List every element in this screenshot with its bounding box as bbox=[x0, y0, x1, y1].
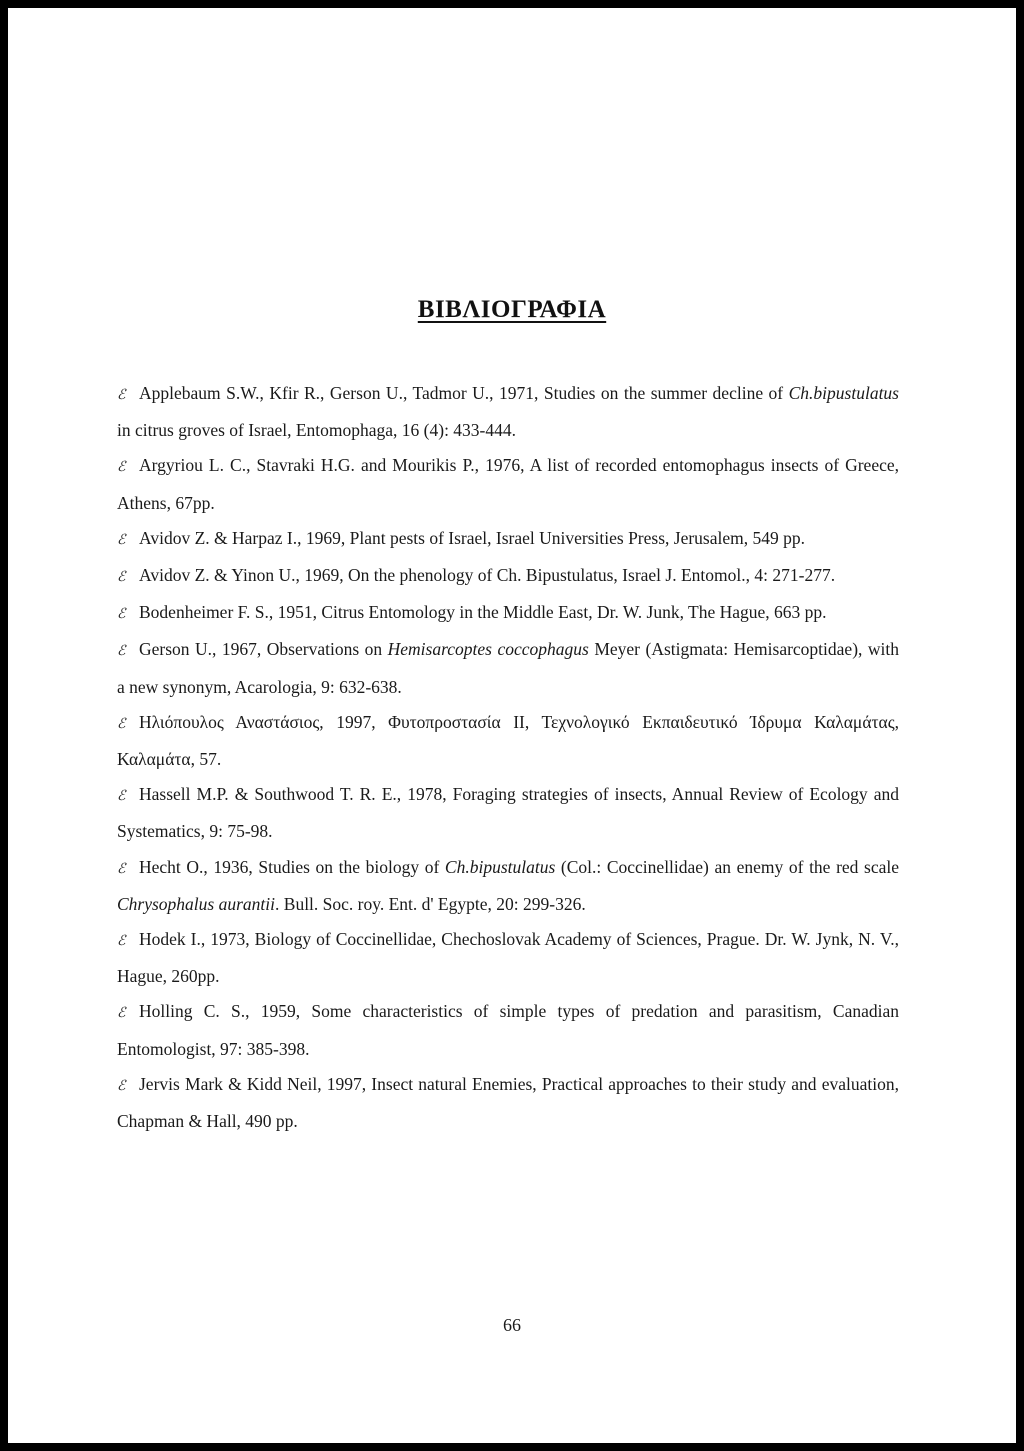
reference-item: ℰ Avidov Z. & Yinon U., 1969, On the phenology of Ch. Bipustulatus, Israel J. Entomol., 4: 271-277. bbox=[117, 558, 899, 595]
reference-item: ℰ Argyriou L. C., Stavraki H.G. and Mourikis P., 1976, A list of recorded entomophagus insects of Greece, Athens, 67pp. bbox=[117, 448, 899, 520]
bullet-icon: ℰ bbox=[117, 1006, 126, 1022]
bullet-icon: ℰ bbox=[117, 644, 126, 660]
bullet-icon: ℰ bbox=[117, 388, 126, 403]
bullet-icon: ℰ bbox=[117, 861, 126, 877]
reference-item: ℰ Ηλιόπουλος Αναστάσιος, 1997, Φυτοπροστασία ΙΙ, Τεχνολογικό Εκπαιδευτικό Ίδρυμα Καλαμάτας, Καλαμάτα, 57. bbox=[117, 705, 899, 777]
page-number: 66 bbox=[503, 1315, 521, 1335]
reference-item: ℰ Holling C. S., 1959, Some characteristics of simple types of predation and parasitism, Canadian Entomologist, 97: 385-398. bbox=[117, 994, 899, 1066]
bullet-icon: ℰ bbox=[117, 532, 126, 548]
reference-item: ℰ Hodek I., 1973, Biology of Coccinellidae, Chechoslovak Academy of Sciences, Prague. Dr. W. Jynk, N. V., Hague, 260pp. bbox=[117, 922, 899, 994]
page-title bbox=[0, 296, 1024, 324]
reference-item: ℰ Applebaum S.W., Kfir R., Gerson U., Tadmor U., 1971, Studies on the summer decline of Ch.bipustulatus in citrus groves of Israel, Entomophaga, 16 (4): 433-444. bbox=[117, 376, 899, 448]
bullet-icon: ℰ bbox=[117, 789, 126, 805]
reference-item: ℰ Gerson U., 1967, Observations on Hemisarcoptes coccophagus Meyer (Astigmata: Hemisarcoptidae), with a new synonym, Acarologia, 9: 632-638. bbox=[117, 632, 899, 704]
bullet-icon: ℰ bbox=[117, 570, 126, 586]
reference-item: ℰ Hassell M.P. & Southwood T. R. E., 1978, Foraging strategies of insects, Annual Review of Ecology and Systematics, 9: 75-98. bbox=[117, 777, 899, 849]
reference-list bbox=[117, 376, 899, 1139]
reference-item: ℰ Hecht O., 1936, Studies on the biology of Ch.bipustulatus (Col.: Coccinellidae) an enemy of the red scale Chrysophalus aurantii. Bull. Soc. roy. Ent. d' Egypte, 20: 299-326. bbox=[117, 850, 899, 922]
bullet-icon: ℰ bbox=[117, 934, 126, 950]
reference-item: ℰ Bodenheimer F. S., 1951, Citrus Entomology in the Middle East, Dr. W. Junk, The Hague, 663 pp. bbox=[117, 595, 899, 632]
bullet-icon: ℰ bbox=[117, 1078, 126, 1094]
title-text: ΒΙΒΛΙΟΓΡΑΦΙΑ bbox=[417, 296, 607, 323]
bullet-icon: ℰ bbox=[117, 607, 126, 623]
reference-item: ℰ Avidov Z. & Harpaz I., 1969, Plant pests of Israel, Israel Universities Press, Jerusalem, 549 pp. bbox=[117, 521, 899, 558]
reference-item: ℰ Jervis Mark & Kidd Neil, 1997, Insect natural Enemies, Practical approaches to their study and evaluation, Chapman & Hall, 490 pp. bbox=[117, 1067, 899, 1139]
bullet-icon: ℰ bbox=[117, 460, 126, 476]
bullet-icon: ℰ bbox=[117, 716, 126, 732]
